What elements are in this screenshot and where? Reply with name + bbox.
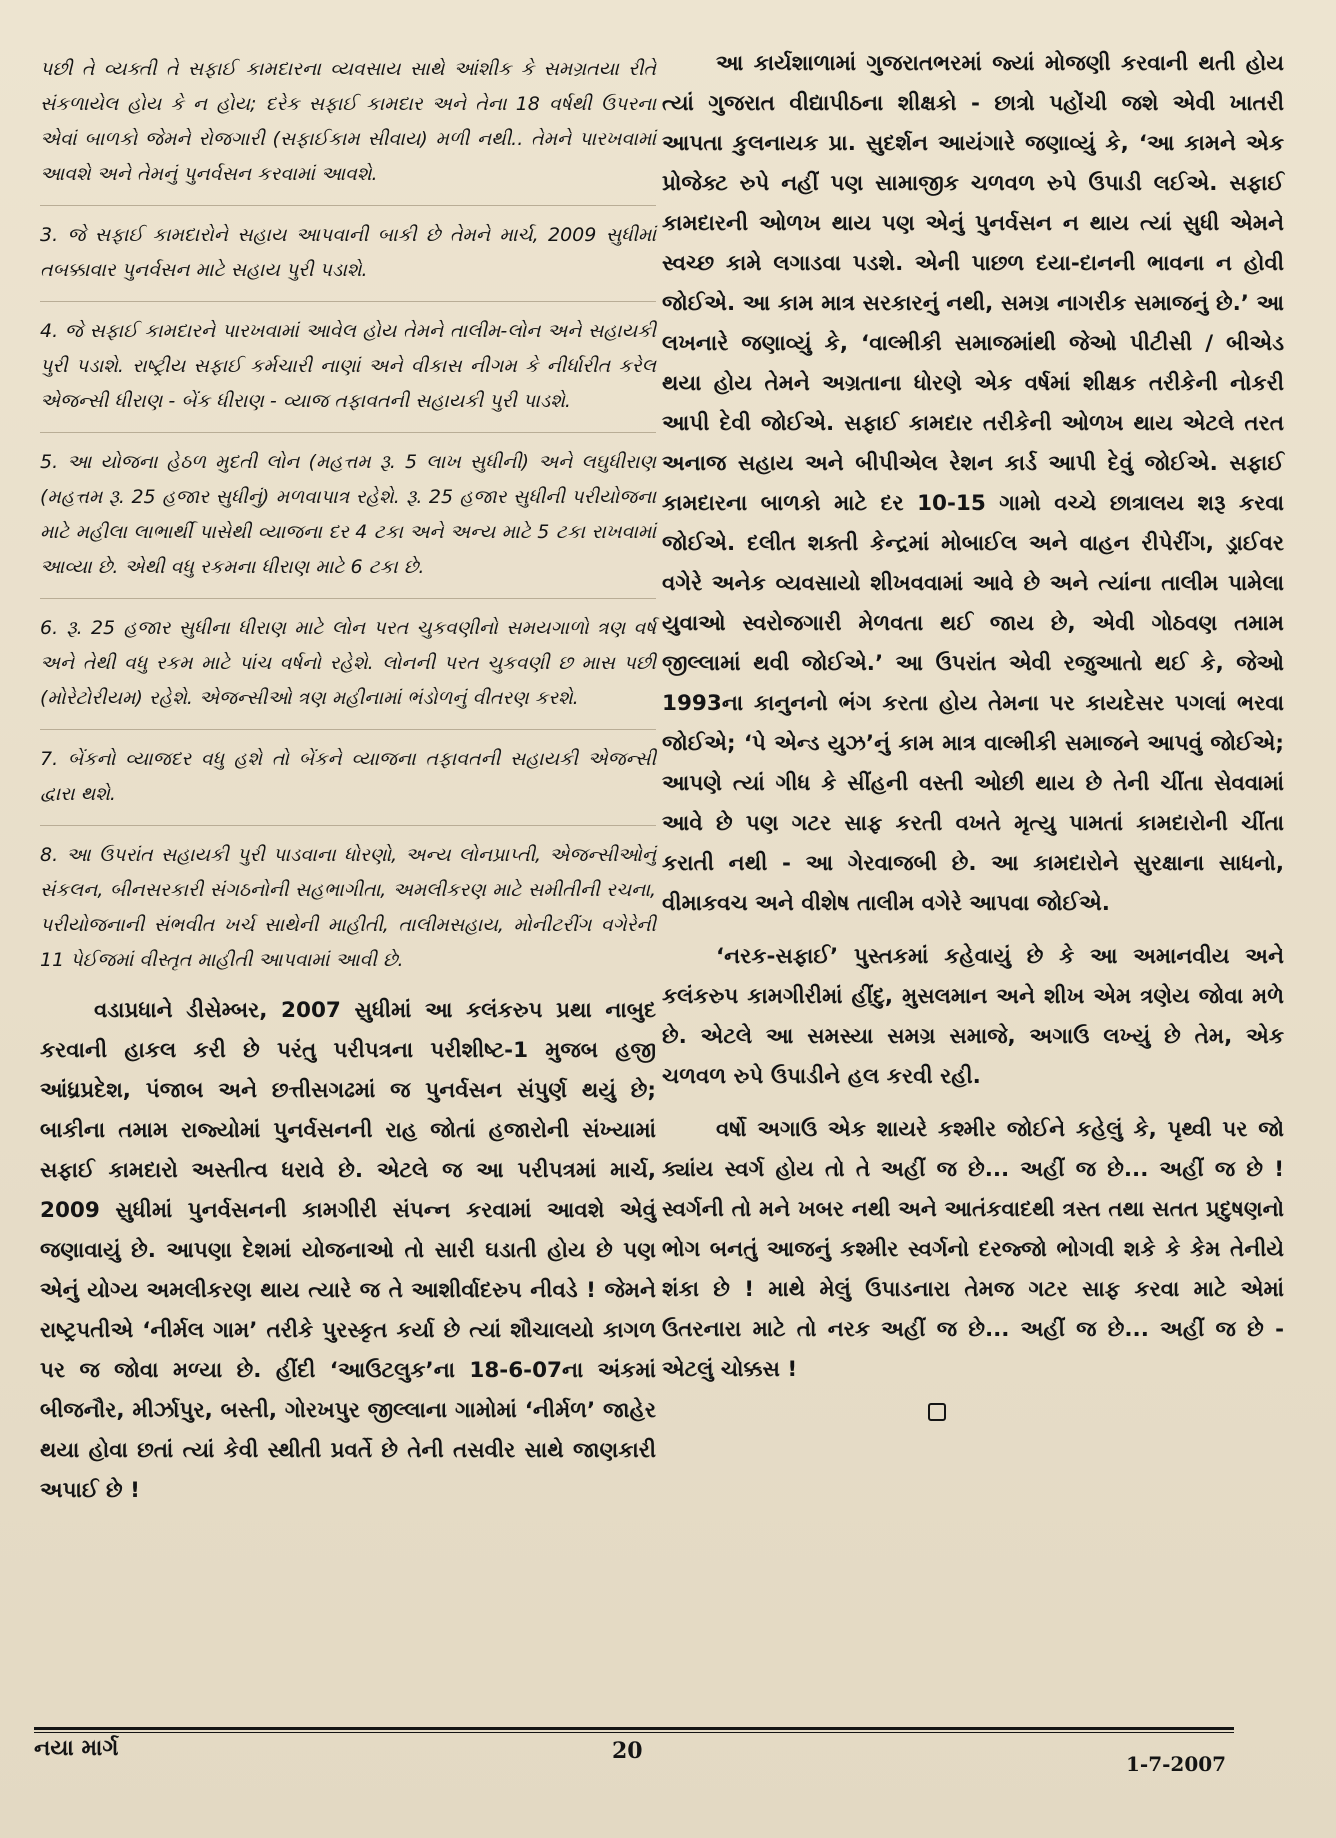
magazine-name: નયા માર્ગ [34,1736,119,1761]
divider [40,729,656,730]
policy-point-continued: પછી તે વ્યક્તી તે સફાઈ કામદારના વ્યવસાય સાથે આંશીક કે સમગ્રતયા રીતે સંકળાયેલ હોય કે ન હોય; દરેક સફાઈ કામદાર અને તેના 18 વર્ષથી ઉપરના એવાં બાળકો જેમને રોજગારી (સફાઈકામ સીવાય) મળી નથી.. તેમને પારખવામાં આવશે અને તેમનું પુનર્વસન કરવામાં આવશે. [40,58,656,185]
body-paragraph: વર્ષો અગાઉ એક શાયરે કશ્મીર જોઈને કહેલું કે, પૃથ્વી પર જો ક્યાંય સ્વર્ગ હોય તો તે અહીં જ છે... અહીં જ છે... અહીં જ છે ! સ્વર્ગની તો મને ખબર નથી અને આતંકવાદથી ત્રસ્ત તથા સતત પ્રદુષણનો ભોગ બનતું આજનું કશ્મીર સ્વર્ગનો દરજ્જો ભોગવી શકે કે કેમ તેનીયે શંકા છે ! માથે મેલું ઉપાડનારા તેમજ ગટર સાફ કરવા માટે એમાં ઉતરનારા માટે તો નરક અહીં જ છે... અહીં જ છે... અહીં જ છે - એટલું ચોક્કસ ! [662,1117,1284,1382]
policy-point-7: 7. બેંકનો વ્યાજદર વધુ હશે તો બેંકને વ્યાજના તફાવતની સહાયકી એજન્સી દ્વારા થશે. [40,748,656,805]
divider [40,598,656,599]
divider [40,301,656,302]
footer-rule-thin [34,1732,1234,1733]
body-paragraph: આ કાર્યશાળામાં ગુજરાતભરમાં જ્યાં મોજણી કરવાની થતી હોય ત્યાં ગુજરાત વીદ્યાપીઠના શીક્ષકો - છાત્રો પહોંચી જશે એવી ખાતરી આપતા કુલનાયક પ્રા. સુદર્શન આયંગારે જણાવ્યું કે, ‘આ કામને એક પ્રોજેક્ટ રુપે નહીં પણ સામાજીક ચળવળ રુપે ઉપાડી લઈએ. સફાઈ કામદારની ઓળખ થાય પણ એનું પુનર્વસન ન થાય ત્યાં સુધી એમને સ્વચ્છ કામે લગાડવા પડશે. એની પાછળ દયા-દાનની ભાવના ન હોવી જોઈએ. આ કામ માત્ર સરકારનું નથી, સમગ્ર નાગરીક સમાજનું છે.’ આ લખનારે જણાવ્યું કે, ‘વાલ્મીકી સમાજમાંથી જેઓ પીટીસી / બીએડ થયા હોય તેમને અગ્રતાના ધોરણે એક વર્ષમાં શીક્ષક તરીકેની નોકરી આપી દેવી જોઈએ. સફાઈ કામદાર તરીકેની ઓળખ થાય એટલે તરત અનાજ સહાય અને બીપીએલ રેશન કાર્ડ આપી દેવું જોઈએ. સફાઈ કામદારના બાળકો માટે દર 10-15 ગામો વચ્ચે છાત્રાલય શરૂ કરવા જોઈએ. દલીત શક્તી કેન્દ્રમાં મોબાઈલ અને વાહન રીપેરીંગ, ડ્રાઈવર વગેરે અનેક વ્યવસાયો શીખવવામાં આવે છે અને ત્યાંના તાલીમ પામેલા યુવાઓ સ્વરોજગારી મેળવતા થઈ જાય છે, એવી ગોઠવણ તમામ જીલ્લામાં થવી જોઈએ.’ આ ઉપરાંત એવી રજુઆતો થઈ કે, જેઓ 1993ના કાનુનનો ભંગ કરતા હોય તેમના પર કાયદેસર પગલાં ભરવા જોઈએ; ‘પે એન્ડ યુઝ’નું કામ માત્ર વાલ્મીકી સમાજને આપવું જોઈએ; આપણે ત્યાં ગીધ કે સીંહની વસ્તી ઓછી થાય છે તેની ચીંતા સેવવામાં આવે છે પણ ગટર સાફ કરતી વખતે મૃત્યુ પામતાં કામદારોની ચીંતા કરાતી નથી - આ ગેરવાજબી છે. આ કામદારોને સુરક્ષાના સાધનો, વીમાકવચ અને વીશેષ તાલીમ વગેરે આપવા જોઈએ. [662,51,1284,916]
page-number: 20 [612,1738,643,1764]
right-column [662,44,1284,1421]
policy-point-5: 5. આ યોજના હેઠળ મુદતી લોન (મહત્તમ રૂ. 5 લાખ સુધીની) અને લઘુધીરાણ (મહત્તમ રૂ. 25 હજાર સુધીનું) મળવાપાત્ર રહેશે. રૂ. 25 હજાર સુધીની પરીયોજના માટે મહીલા લાભાર્થી પાસેથી વ્યાજના દર 4 ટકા અને અન્ય માટે 5 ટકા રાખવામાં આવ્યા છે. એથી વધુ રકમના ધીરાણ માટે 6 ટકા છે. [40,451,656,578]
divider [40,825,656,826]
issue-date: 1-7-2007 [1126,1752,1227,1776]
divider [40,205,656,206]
body-paragraph: વડાપ્રધાને ડીસેમ્બર, 2007 સુધીમાં આ કલંકરુપ પ્રથા નાબુદ કરવાની હાકલ કરી છે પરંતુ પરીપત્રના પરીશીષ્ટ-1 મુજબ હજી આંધ્રપ્રદેશ, પંજાબ અને છત્તીસગઢમાં જ પુનર્વસન સંપુર્ણ થયું છે; બાકીના તમામ રાજ્યોમાં પુનર્વસનની રાહ જોતાં હજારોની સંખ્યામાં સફાઈ કામદારો અસ્તીત્વ ધરાવે છે. એટલે જ આ પરીપત્રમાં માર્ચ, 2009 સુધીમાં પુનર્વસનની કામગીરી સંપન્ન કરવામાં આવશે એવું જણાવાયું છે. આપણા દેશમાં યોજનાઓ તો સારી ઘડાતી હોય છે પણ એનું યોગ્ય અમલીકરણ થાય ત્યારે જ તે આશીર્વાદરુપ નીવડે ! જેમને રાષ્ટ્રપતીએ ‘નીર્મલ ગામ’ તરીકે પુરસ્કૃત કર્યા છે ત્યાં શૌચાલયો કાગળ પર જ જોવા મળ્યા છે. હીંદી ‘આઉટલુક’ના 18-6-07ના અંકમાં બીજનૌર, મીર્ઝાપુર, બસ્તી, ગોરખપુર જીલ્લાના ગામોમાં ‘નીર્મળ’ જાહેર થયા હોવા છતાં ત્યાં કેવી સ્થીતી પ્રવર્તે છે તેની તસવીર સાથે જાણકારી અપાઈ છે ! [40,998,656,1503]
footer-rule [34,1727,1234,1730]
policy-point-8: 8. આ ઉપરાંત સહાયકી પુરી પાડવાના ધોરણો, અન્ય લોનપ્રાપ્તી, એજન્સીઓનું સંકલન, બીનસરકારી સંગઠનોની સહભાગીતા, અમલીકરણ માટે સમીતીની રચના, પરીયોજનાની સંભવીત ખર્ચ સાથેની માહીતી, તાલીમસહાય, મોનીટરીંગ વગેરેની 11 પેઈજમાં વીસ્તૃત માહીતી આપવામાં આવી છે. [40,844,656,971]
policy-point-6: 6. રૂ. 25 હજાર સુધીના ધીરાણ માટે લોન પરત ચુકવણીનો સમયગાળો ત્રણ વર્ષ અને તેથી વધુ રકમ માટે પાંચ વર્ષનો રહેશે. લોનની પરત ચુકવણી છ માસ પછી (મોરેટોરીયમ) રહેશે. એજન્સીઓ ત્રણ મહીનામાં ભંડોળનું વીતરણ કરશે. [40,617,656,709]
end-of-article-icon [928,1403,946,1421]
policy-point-3: 3. જે સફાઈ કામદારોને સહાય આપવાની બાકી છે તેમને માર્ચ, 2009 સુધીમાં તબક્કાવાર પુનર્વસન માટે સહાય પુરી પડાશે. [40,224,656,281]
left-column [40,44,656,1524]
policy-point-4: 4. જે સફાઈ કામદારને પારખવામાં આવેલ હોય તેમને તાલીમ-લોન અને સહાયકી પુરી પડાશે. રાષ્ટ્રીય સફાઈ કર્મચારી નાણાં અને વીકાસ નીગમ કે નીર્ધારીત કરેલ એજન્સી ધીરાણ - બેંક ધીરાણ - વ્યાજ તફાવતની સહાયકી પુરી પાડશે. [40,320,656,412]
divider [40,432,656,433]
body-paragraph: ‘નરક-સફાઈ’ પુસ્તકમાં કહેવાયું છે કે આ અમાનવીય અને કલંકરુપ કામગીરીમાં હીંદુ, મુસલમાન અને શીખ એમ ત્રણેય જોવા મળે છે. એટલે આ સમસ્યા સમગ્ર સમાજે, અગાઉ લખ્યું છે તેમ, એક ચળવળ રુપે ઉપાડીને હલ કરવી રહી. [662,944,1284,1089]
